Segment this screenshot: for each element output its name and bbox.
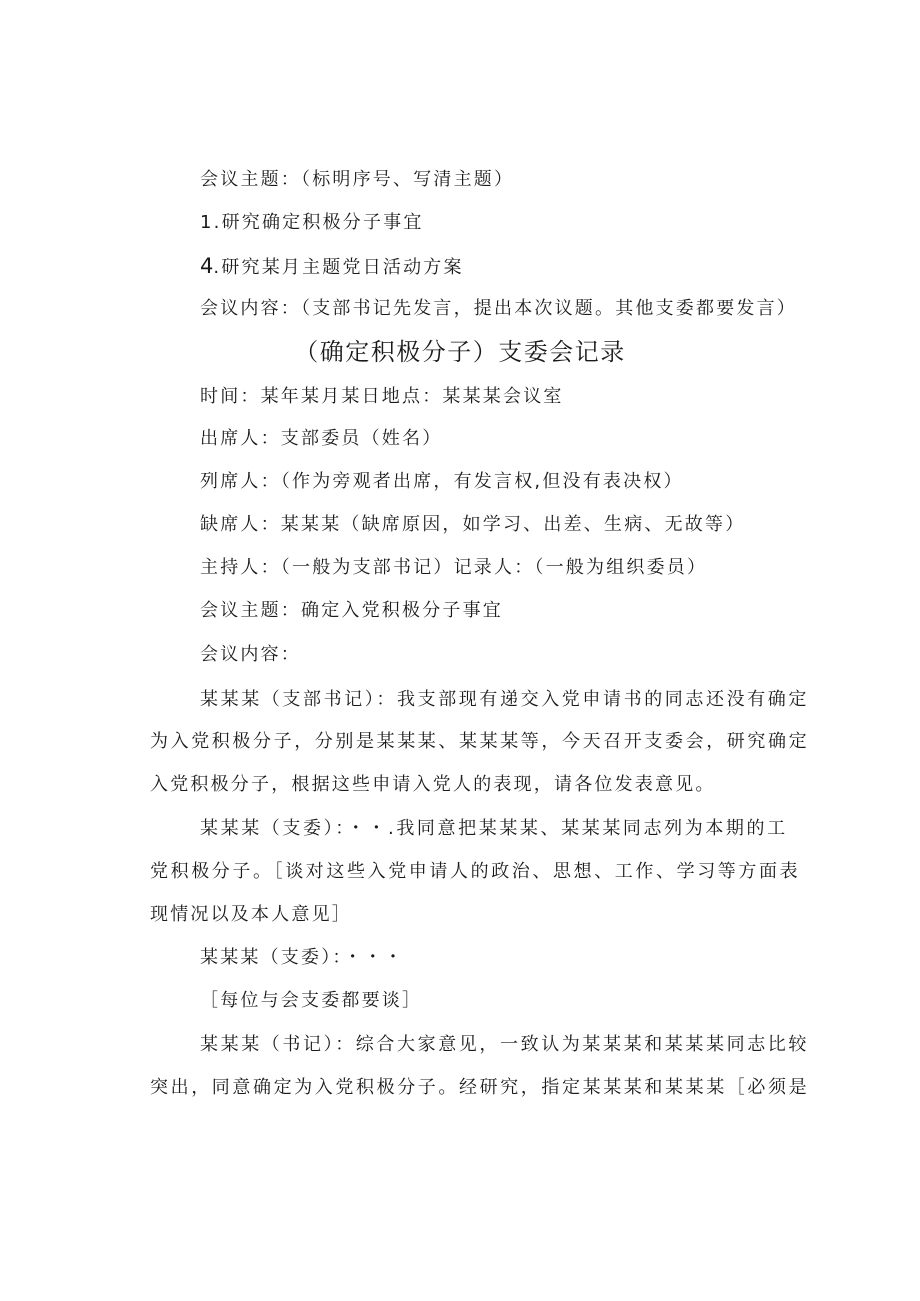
absentees-line: 缺席人：某某某（缺席原因，如学习、出差、生病、无故等） bbox=[200, 514, 746, 535]
content-label-line: 会议内容： bbox=[200, 644, 301, 665]
paragraph-line: 某某某（支委）：・・.我同意把某某某、某某某同志列为本期的工 bbox=[200, 818, 788, 839]
attendees-line: 出席人：支部委员（姓名） bbox=[200, 428, 443, 449]
paragraph-line: 为入党积极分子，分别是某某某、某某某等，今天召开支委会，研究确定 bbox=[150, 731, 810, 752]
agenda-item-4-number: 4 bbox=[200, 254, 214, 278]
agenda-item-4-text: .研究某月主题党日活动方案 bbox=[213, 257, 464, 278]
time-place-line: 时间：某年某月某日地点：某某某会议室 bbox=[200, 386, 564, 407]
paragraph-line: 某某某（支部书记）：我支部现有递交入党申请书的同志还没有确定 bbox=[200, 689, 809, 710]
paragraph-line: 某某某（书记）：综合大家意见，一致认为某某某和某某某同志比较 bbox=[200, 1034, 809, 1055]
paragraph-line: 入党积极分子，根据这些申请入党人的表现，请各位发表意见。 bbox=[150, 774, 716, 795]
host-recorder-line: 主持人：（一般为支部书记）记录人：（一般为组织委员） bbox=[200, 557, 708, 578]
record-title: （确定积极分子）支委会记录 bbox=[294, 338, 626, 366]
paragraph-line: 突出，同意确定为入党积极分子。经研究，指定某某某和某某某［必须是 bbox=[150, 1077, 810, 1098]
observers-line: 列席人：（作为旁观者出席，有发言权,但没有表决权） bbox=[200, 471, 684, 492]
agenda-item-4 bbox=[200, 254, 464, 280]
topic-line: 会议主题：确定入党积极分子事宜 bbox=[200, 600, 503, 621]
agenda-content-label: 会议内容：（支部书记先发言，提出本次议题。其他支委都要发言） bbox=[200, 298, 797, 319]
paragraph-line: 现情况以及本人意见］ bbox=[150, 904, 352, 925]
paragraph-line: ［每位与会支委都要谈］ bbox=[200, 990, 423, 1011]
agenda-item-1: 1.研究确定积极分子事宜 bbox=[200, 212, 424, 233]
agenda-topic-label: 会议主题：（标明序号、写清主题） bbox=[200, 169, 515, 190]
paragraph-line: 党积极分子。［谈对这些入党申请人的政治、思想、工作、学习等方面表 bbox=[150, 861, 801, 882]
paragraph-line: 某某某（支委）：・・・ bbox=[200, 947, 405, 968]
